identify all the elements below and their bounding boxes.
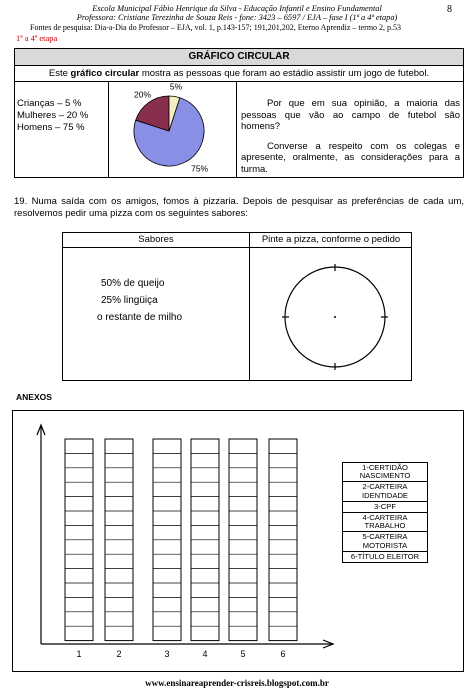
annex-column-label: 3 bbox=[164, 649, 170, 659]
pizza-table bbox=[62, 232, 412, 381]
annex-column-6 bbox=[269, 439, 297, 641]
pie-chart-section bbox=[14, 48, 464, 178]
annex-column-label: 2 bbox=[116, 649, 122, 659]
flavor-sausage: 25% lingüiça bbox=[101, 295, 158, 306]
document-item: 1-CERTIDÃO NASCIMENTO bbox=[359, 463, 411, 481]
teacher-header: Professora: Cristiane Terezinha de Souza Reis - fone: 3423 – 6597 / EJA – fase I (1ª a 4ª etapa) bbox=[76, 13, 398, 22]
desc-text-1: Este bbox=[48, 68, 71, 79]
legend-item: Crianças – 5 % bbox=[17, 98, 82, 109]
pie-questions bbox=[237, 82, 464, 178]
document-item: 2-CARTEIRA IDENTIDADE bbox=[343, 481, 427, 500]
annex-column-3 bbox=[153, 439, 181, 641]
annex-column-label: 1 bbox=[76, 649, 82, 659]
flavor-corn: o restante de milho bbox=[97, 312, 183, 323]
pie-slice-label: 75% bbox=[191, 163, 209, 174]
pie-legend bbox=[15, 82, 109, 178]
pizza-circle bbox=[250, 248, 412, 380]
pie-chart bbox=[109, 82, 237, 178]
flavor-cheese: 50% de queijo bbox=[101, 278, 165, 289]
annex-column-2 bbox=[105, 439, 133, 641]
legend-item: Mulheres – 20 % bbox=[17, 110, 89, 121]
pie-section-title: GRÁFICO CIRCULAR bbox=[15, 49, 463, 66]
flavors-header: Sabores bbox=[63, 233, 250, 248]
question-19: 19. Numa saída com os amigos, fomos à pizzaria. Depois de pesquisar as preferências de cada um, resolvemos pedir uma pizza com os seguintes sabores: bbox=[14, 196, 464, 219]
sources-line: Fontes de pesquisa: Dia-a-Dia do Professor – EJA, vol. 1, p.143-157; 191,201,202, Eterno Aprendiz – termo 2, p.53 bbox=[30, 23, 402, 32]
paint-pizza-header: Pinte a pizza, conforme o pedido bbox=[250, 233, 412, 248]
annex-column-label: 4 bbox=[202, 649, 208, 659]
question-2: Converse a respeito com os colegas e apresente, oralmente, as considerações para a turma. bbox=[241, 140, 460, 175]
stage-label: 1ª a 4ª etapa bbox=[16, 33, 58, 43]
flavors-cell bbox=[63, 248, 250, 380]
desc-text-2: mostra as pessoas que foram ao estádio assistir um jogo de futebol. bbox=[139, 68, 430, 79]
pizza-drawing-cell bbox=[250, 248, 412, 380]
document-item: 4-CARTEIRA TRABALHO bbox=[343, 512, 427, 531]
page-number: 8 bbox=[447, 4, 452, 15]
pie-section-description bbox=[15, 66, 463, 82]
pie-slice-label: 5% bbox=[169, 82, 183, 92]
desc-bold: gráfico circular bbox=[70, 68, 140, 79]
annex-column-1 bbox=[65, 439, 93, 641]
annex-column-4 bbox=[191, 439, 219, 641]
pie-chart-cell bbox=[109, 82, 237, 178]
document-item: 6-TÍTULO ELEITOR bbox=[343, 551, 427, 562]
annexes-title: ANEXOS bbox=[16, 392, 52, 402]
document-item: 5-CARTEIRA MOTORISTA bbox=[343, 531, 427, 550]
legend-item: Homens – 75 % bbox=[17, 122, 85, 133]
question-1: Por que em sua opinião, a maioria das pessoas que vão ao campo de futebol são homens? bbox=[241, 98, 460, 132]
document-item: 3-CPF bbox=[343, 501, 427, 512]
annex-column-5 bbox=[229, 439, 257, 641]
annex-column-label: 6 bbox=[280, 649, 286, 659]
footer-url: www.ensinareaprender-crisreis.blogspot.com.br bbox=[145, 678, 329, 688]
annex-column-label: 5 bbox=[240, 649, 246, 659]
documents-list bbox=[342, 462, 428, 563]
school-header: Escola Municipal Fábio Henrique da Silva - Educação Infantil e Ensino Fundamental bbox=[92, 4, 382, 13]
pie-slice-label: 20% bbox=[134, 89, 152, 100]
